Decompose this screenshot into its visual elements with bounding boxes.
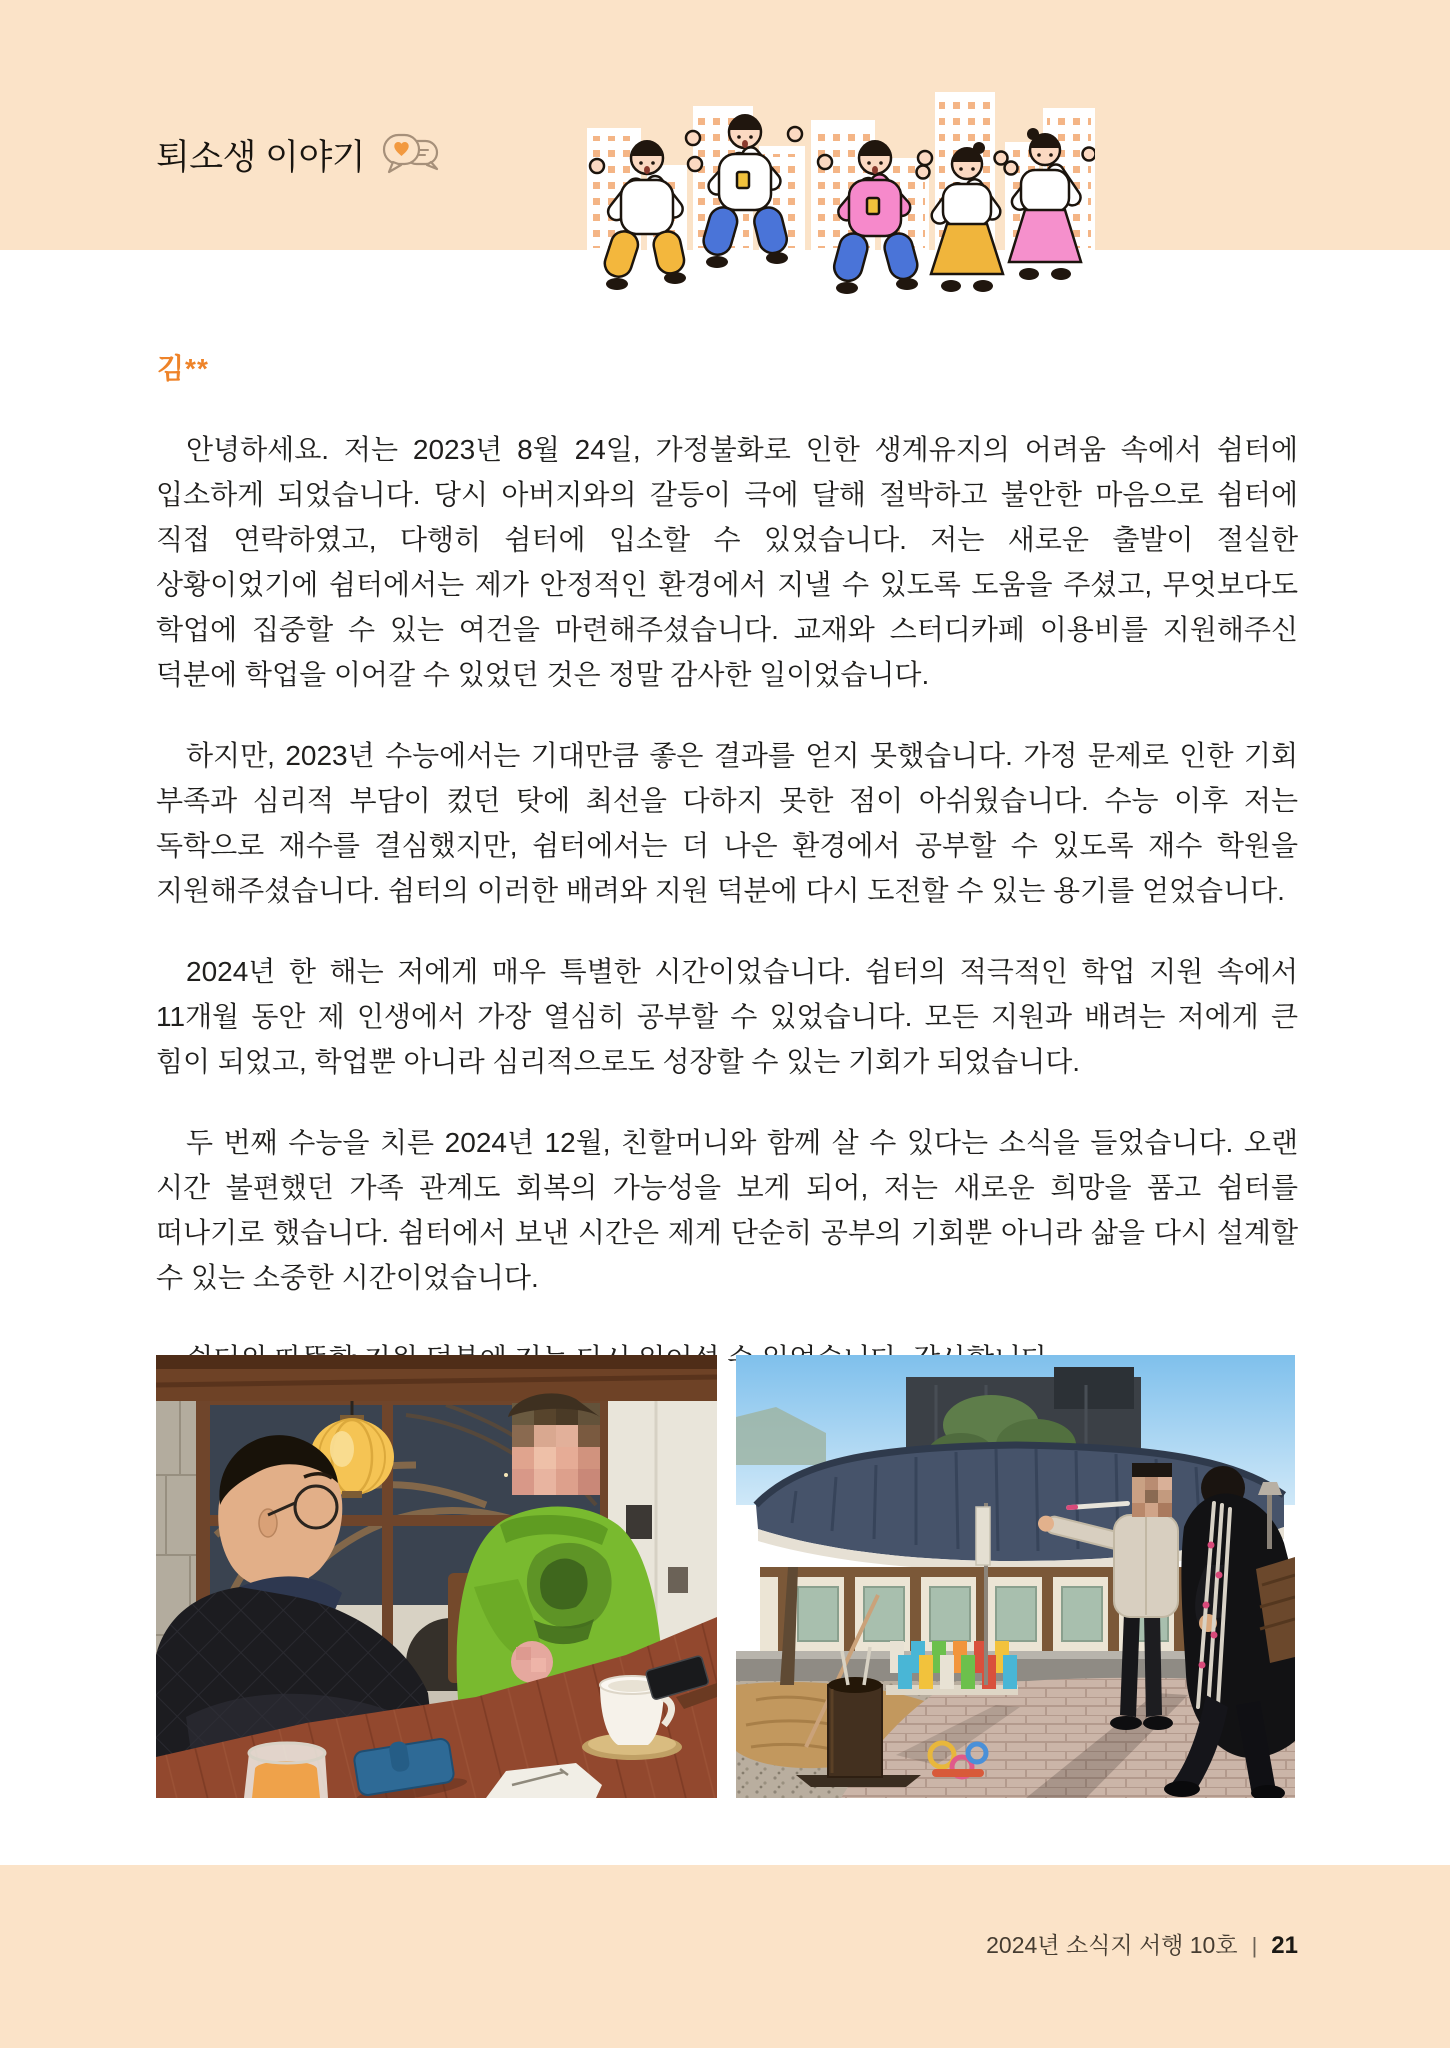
article-body <box>156 427 1298 1417</box>
juice-glass <box>244 1743 328 1798</box>
section-header <box>156 130 441 180</box>
author-name: 김** <box>157 353 209 384</box>
paragraph-3: 2024년 한 해는 저에게 매우 특별한 시간이었습니다. 쉼터의 적극적인 학업 지원 속에서 11개월 동안 제 인생에서 가장 열심히 공부할 수 있었습니다. 모든 지원과 배려는 저에게 큰 힘이 되었고, 학업뿐 아니라 심리적으로도 성장할 수 있는 기회가 되었습니다. <box>156 956 1298 1077</box>
photo-row <box>156 1355 1295 1798</box>
paragraph-2: 하지만, 2023년 수능에서는 기대만큼 좋은 결과를 얻지 못했습니다. 가정 문제로 인한 기회 부족과 심리적 부담이 컸던 탓에 최선을 다하지 못한 점이 아쉬웠습니다. 수능 이후 저는 독학으로 재수를 결심했지만, 쉼터에서는 더 나은 환경에서 공부할 수 있도록 재수 학원을 지원해주셨습니다. 쉼터의 이러한 배려와 지원 덕분에 다시 도전할 수 있는 용기를 얻었습니다. <box>156 740 1298 906</box>
footer-separator: | <box>1251 1933 1258 1958</box>
blurred-face <box>512 1403 600 1495</box>
footer-page-number: 21 <box>1271 1932 1298 1959</box>
page-title: 퇴소생 이야기 <box>156 138 366 177</box>
footer-issue: 2024년 소식지 서행 10호 <box>986 1932 1238 1958</box>
photo-cafe-conversation <box>156 1355 717 1798</box>
paragraph-1: 안녕하세요. 저는 2023년 8월 24일, 가정불화로 인한 생계유지의 어려움 속에서 쉼터에 입소하게 되었습니다. 당시 아버지와의 갈등이 극에 달해 절박하고 불안한 마음으로 쉼터에 직접 연락하였고, 다행히 쉼터에 입소할 수 있었습니다. 저는 새로운 출발이 절실한 상황이었기에 쉼터에서는 제가 안정적인 환경에서 지낼 수 있도록 도움을 주셨고, 무엇보다도 학업에 집중할 수 있는 여건을 마련해주셨습니다. 교재와 스터디카페 이용비를 지원해주신 덕분에 학업을 이어갈 수 있었던 것은 정말 감사한 일이었습니다. <box>156 434 1298 690</box>
blurred-face <box>1132 1463 1172 1517</box>
photo-traditional-game <box>736 1355 1295 1798</box>
paragraph-4: 두 번째 수능을 치른 2024년 12월, 친할머니와 함께 살 수 있다는 소식을 들었습니다. 오랜 시간 불편했던 가족 관계도 회복의 가능성을 보게 되어, 저는 새로운 희망을 품고 쉼터를 떠나기로 했습니다. 쉼터에서 보낸 시간은 제게 단순히 공부의 기회뿐 아니라 삶을 다시 설계할 수 있는 소중한 시간이었습니다. <box>156 1127 1298 1293</box>
celebration-illustration <box>575 50 1095 305</box>
chat-hearts-icon <box>381 133 441 177</box>
footer <box>986 1927 1298 1960</box>
